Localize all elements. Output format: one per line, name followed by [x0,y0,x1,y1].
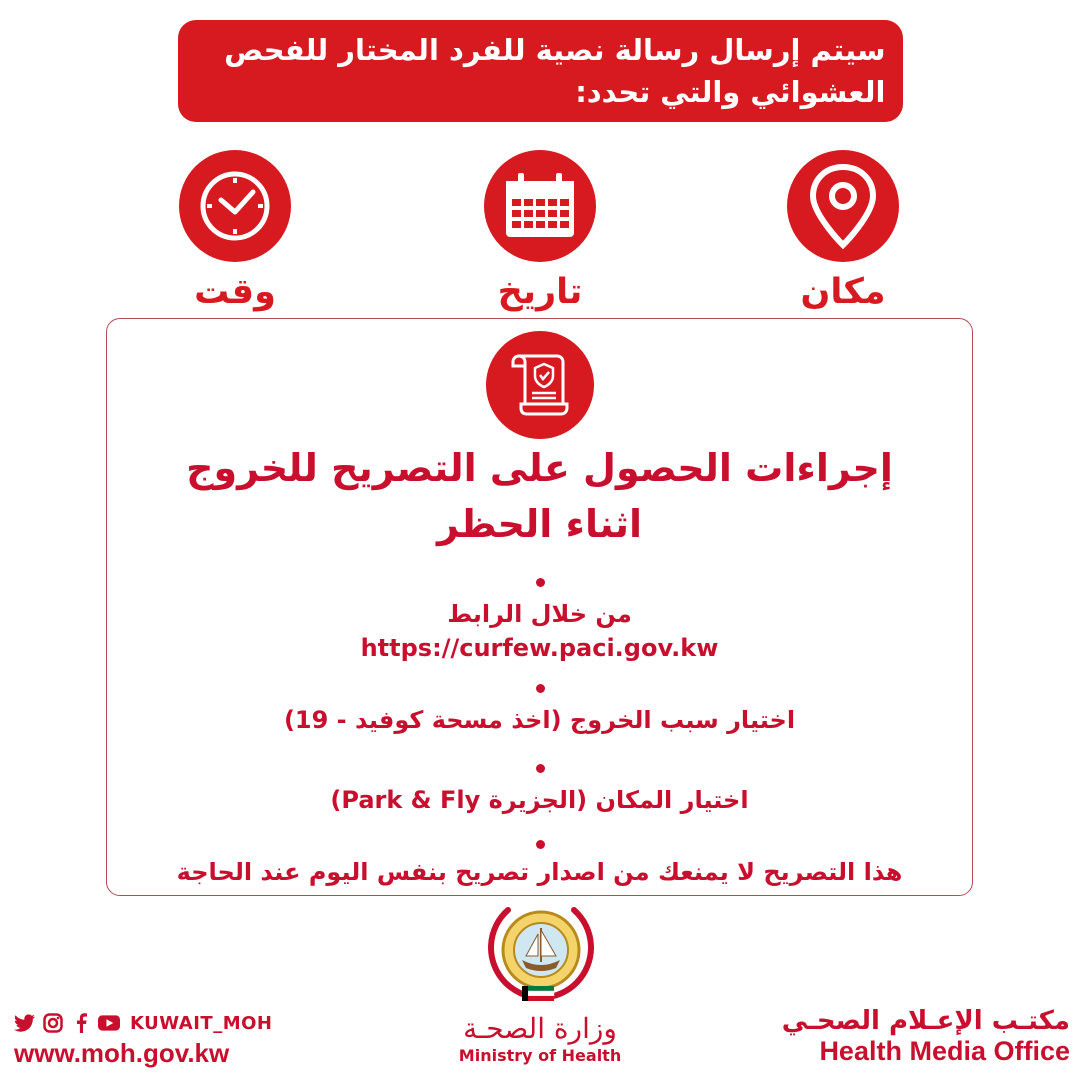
instagram-icon[interactable] [42,1012,64,1034]
bullet [536,764,545,773]
card-title-line-1: إجراءات الحصول على التصريح للخروج [186,446,893,490]
calendar-icon [484,150,596,262]
facebook-icon[interactable] [70,1012,92,1034]
youtube-icon[interactable] [98,1012,120,1034]
date-item [470,150,610,312]
bullet [536,578,545,587]
ministry-name-arabic: وزارة الصحـة [463,1012,617,1045]
twitter-icon[interactable] [14,1012,36,1034]
place-label: مكان [800,272,886,312]
certificate-document-icon [486,331,594,439]
ministry-name-english: Ministry of Health [458,1046,622,1065]
social-handle: KUWAIT_MOH [130,1012,273,1034]
step-1-text: من خلال الرابط [447,600,632,628]
info-banner [178,20,903,122]
ministry-emblem [478,898,604,1018]
bullet [536,684,545,693]
curfew-link[interactable]: https://curfew.paci.gov.kw [360,634,719,662]
social-block [14,1012,272,1069]
card-title-line-2: اثناء الحظر [436,502,643,546]
location-pin-icon [787,150,899,262]
time-label: وقت [194,272,276,312]
time-item [165,150,305,312]
office-name-arabic: مكتـب الإعـلام الصحـي [781,1006,1070,1036]
clock-icon [179,150,291,262]
office-name-english: Health Media Office [819,1036,1070,1066]
bullet [536,840,545,849]
banner-line-2: العشوائي والتي تحدد: [575,75,886,109]
place-item [773,150,913,312]
banner-line-1: سيتم إرسال رسالة نصية للفرد المختار للفحص [224,33,886,67]
step-2-text: اختيار سبب الخروج (اخذ مسحة كوفيد - 19) [283,706,796,734]
step-4-text: هذا التصريح لا يمنعك من اصدار تصريح بنفس اليوم عند الحاجة [176,858,903,886]
date-label: تاريخ [497,272,583,312]
step-3-text: اختيار المكان (الجزيرة Park & Fly) [330,786,749,814]
website-link[interactable]: www.moh.gov.kw [14,1038,230,1068]
